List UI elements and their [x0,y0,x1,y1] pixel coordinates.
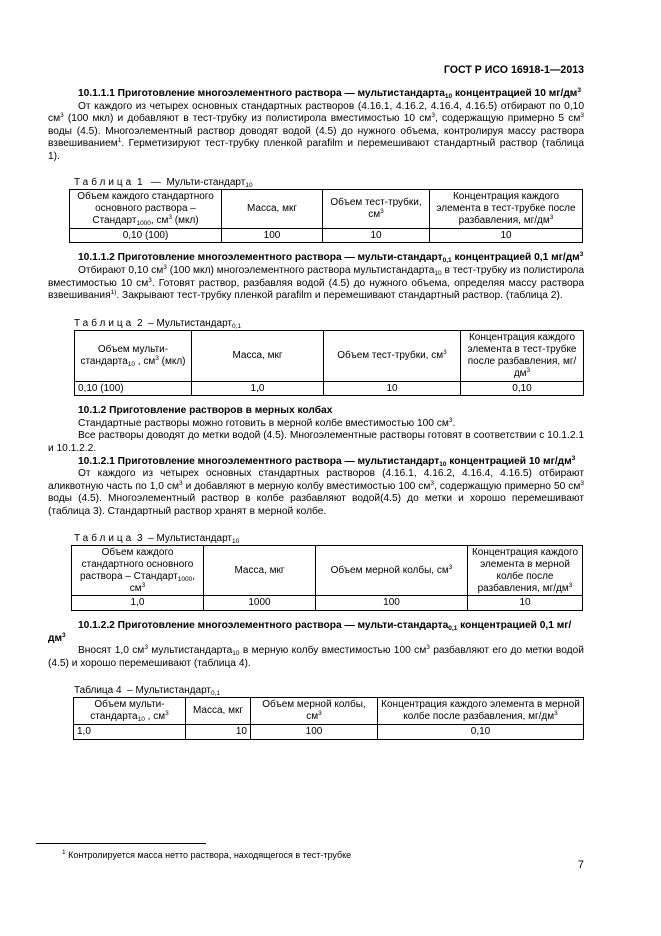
table-1-caption: Таблица 1 — Мульти-стандарт$_{10}$ [74,176,253,189]
header-mass: Масса, мкг [192,331,324,381]
heading-10-1-2-2: 10.1.2.2 Приготовление многоэлементного раствора — мульти-стандарта$_{0,1}$ концентрацией 0,1 $мг/дм^3$ [48,620,572,644]
header-concentration: Концентрация каждого элемента в тест-трубке после разбавления, $мг/дм^3$ [461,331,584,381]
cell-volume: 0,10 (100) [75,381,192,396]
paragraph-10-1-2-2: Вносят 1,0 $см^3$ мультистандарта$_{10}$ в мерную колбу вместимостью 100 $см^3$ разбавляют его до метки водой (4.5) и хорошо перемешивают (таблица 4). [48,644,584,669]
header-concentration: Концентрация каждого элемента в мерной колбе после разбавления, $мг/дм^3$ [468,546,583,596]
header-flask-volume: Объем мерной колбы, $см^3$ [251,698,378,725]
cell-mass: 100 [222,228,323,243]
cell-tube-volume: 10 [323,228,430,243]
header-volume: Объем каждого стандартного основного раствора – Стандарт$_{1000}$, $см^3$ (мкл) [70,190,222,228]
heading-10-1-1-1: 10.1.1.1 Приготовление многоэлементного раствора — мультистандарта$_{10}$ концентрацией 10 $мг/дм^3$ [78,87,581,100]
header-concentration: Концентрация каждого элемента в тест-трубке после разбавления, $мг/дм^3$ [430,190,583,228]
paragraph-10-1-2-a: Стандартные растворы можно готовить в мерной колбе вместимостью 100 $см^3$. [78,416,456,429]
table-2 [74,330,584,396]
header-concentration: Концентрация каждого элемента в мерной колбе после разбавления, $мг/дм^3$ [378,698,584,725]
cell-mass: 1000 [204,596,316,611]
document-body [48,88,584,740]
table-3 [71,545,583,611]
cell-concentration: 0,10 [461,381,584,396]
paragraph-10-1-1-2: Отбирают 0,10 $см^3$ (100 мкл) многоэлементного раствора мультистандарта$_{10}$ в тест-трубку из полистирола вместимостью 10 $см^3$. Готовят раствор, разбавляя водой (4.5) до нужного объема, определяя массу раствора взвешивания$^{1)}$. Закрывают тест-трубку пленкой parafilm и перемешивают стандартный раствор. (таблица 2). [48,263,584,302]
table-4-caption: Таблица 4 – Мультистандарт$_{0,1}$ [74,684,221,697]
table-3-caption: Таблица 3 – Мультистандарт$_{10}$ [74,532,240,545]
footnote: $^1$ Контролируется масса нетто раствора, находящегося в тест-трубке [62,849,352,860]
cell-mass: 1,0 [192,381,324,396]
header-flask-volume: Объем мерной колбы, $см^3$ [316,546,468,596]
table-2-caption: Таблица 2 – Мультистандарт$_{0,1}$ [74,317,242,330]
table-1 [69,189,583,243]
table-header-row [74,698,584,725]
cell-concentration: 10 [468,596,583,611]
cell-concentration: 10 [430,228,583,243]
header-tube-volume: Объем тест-трубки, $см^3$ [324,331,461,381]
table-row [74,724,584,739]
cell-concentration: 0,10 [378,724,584,739]
header-volume: Объем мульти-стандарта$_{10}$ , $см^3$ (мкл) [75,331,192,381]
cell-flask-volume: 100 [316,596,468,611]
table-row [72,596,583,611]
table-header-row [72,546,583,596]
table-row [70,228,583,243]
cell-volume: 0,10 (100) [70,228,222,243]
header-tube-volume: Объем тест-трубки, $см^3$ [323,190,430,228]
document-code: ГОСТ Р ИСО 16918-1—2013 [443,64,584,76]
paragraph-10-1-1-1: От каждого из четырех основных стандартных растворов (4.16.1, 4.16.2, 4.16.4, 4.16.5) отбирают по 0,10 $см^3$ (100 мкл) и добавляют в тест-трубку из полистирола вместимостью 10 $см^3$, содержащую примерно 5 $см^3$ воды (4.5). Многоэлементный раствор доводят водой (4.5) до нужного объема, контролируя массу раствора взвешиванием$^1$. Герметизируют тест-трубку пленкой parafilm и перемешивают стандартный раствор (таблица 1). [48,100,584,162]
heading-10-1-2: 10.1.2 Приготовление растворов в мерных колбах [78,405,333,417]
cell-mass: 10 [186,724,251,739]
table-header-row [70,190,583,228]
paragraph-10-1-2-b: Все растворы доводят до метки водой (4.5). Многоэлементные растворы готовят в соответствии с 10.1.2.1 и 10.1.2.2. [48,430,584,455]
table-header-row [75,331,584,381]
header-volume: Объем каждого стандартного основного раствора – Стандарт$_{1000}$, $см^3$ [72,546,204,596]
paragraph-10-1-2-1: От каждого из четырех основных стандартных растворов (4.16.1, 4.16.2, 4.16.4, 4.16.5) отбирают аликвотную часть по 1,0 $см^3$ и добавляют в мерную колбу вместимостью 100 $см^3$, содержащую примерно 50 $см^3$ воды (4.5). Многоэлементный раствор в колбе разбавляют водой(4.5) до метки и хорошо перемешивают (таблица 3). Стандартный раствор хранят в мерной колбе. [48,468,584,518]
cell-flask-volume: 100 [251,724,378,739]
cell-volume: 1,0 [72,596,204,611]
header-mass: Масса, мкг [204,546,316,596]
table-row [75,381,584,396]
heading-10-1-2-1: 10.1.2.1 Приготовление многоэлементного раствора — мультистандарт$_{10}$ концентрацией 10 $мг/дм^3$ [78,454,576,468]
header-mass: Масса, мкг [186,698,251,725]
heading-10-1-1-2: 10.1.1.2 Приготовление многоэлементного раствора — мульти-стандарт$_{0,1}$ концентрацией 0,1 $мг/дм^3$ [78,251,584,265]
table-4 [73,697,584,739]
cell-tube-volume: 10 [324,381,461,396]
header-mass: Масса, мкг [222,190,323,228]
cell-volume: 1,0 [74,724,186,739]
footnote-divider [36,843,206,844]
header-volume: Объем мульти-стандарта$_{10}$ , $см^3$ [74,698,186,725]
page-number: 7 [577,859,584,871]
